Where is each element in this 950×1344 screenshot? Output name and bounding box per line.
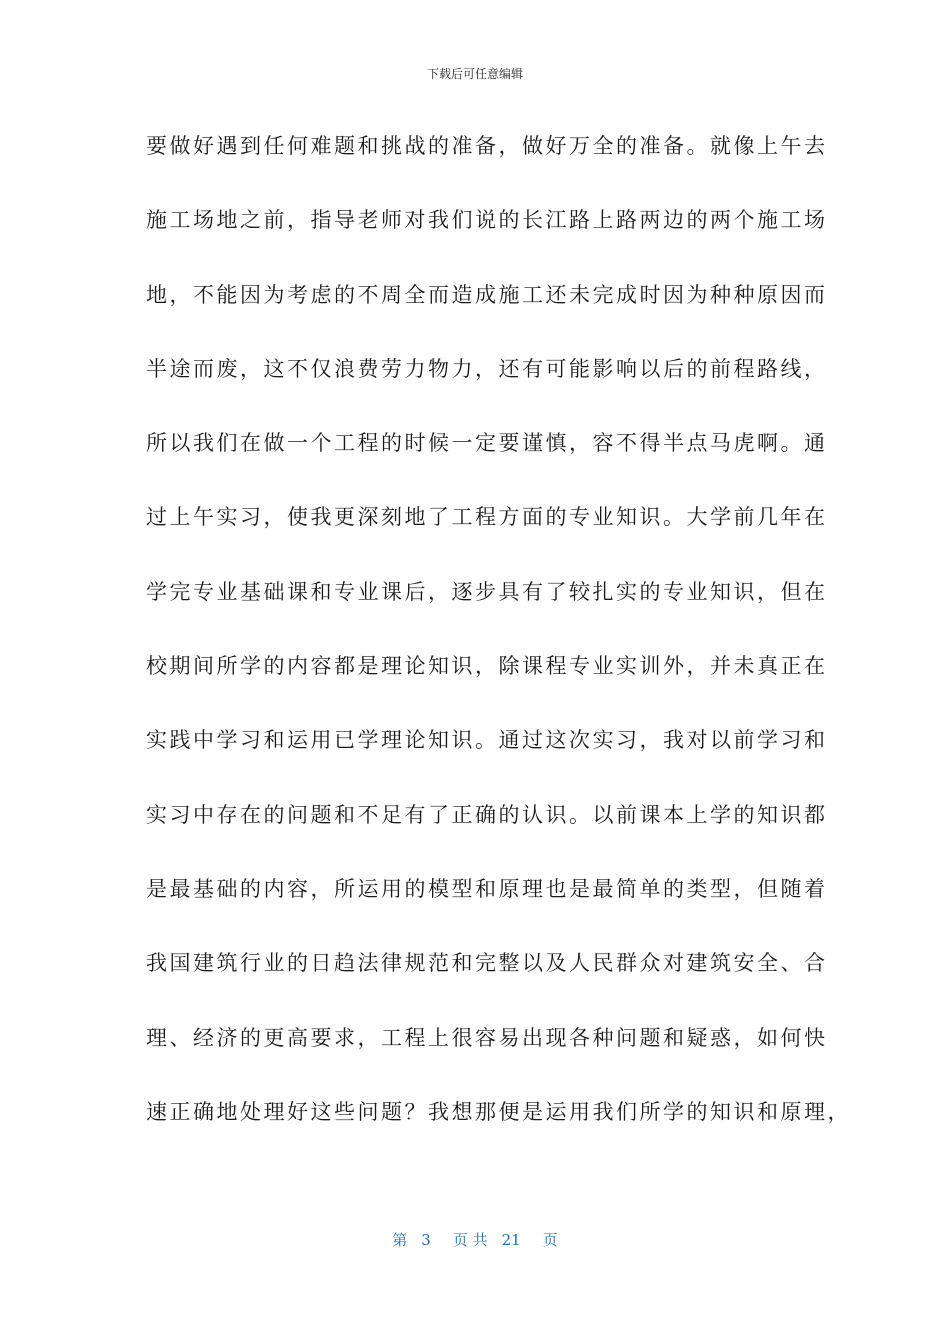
body-line: 施工场地之前，指导老师对我们说的长江路上路两边的两个施工场 [146, 208, 828, 233]
footer-ye-gong: 页 共 [452, 1231, 488, 1249]
footer-ye: 页 [542, 1231, 558, 1249]
body-line: 所以我们在做一个工程的时候一定要谨慎，容不得半点马虎啊。通 [146, 431, 828, 456]
body-line: 学完专业基础课和专业课后，逐步具有了较扎实的专业知识，但在 [146, 579, 828, 604]
body-line: 要做好遇到任何难题和挑战的准备，做好万全的准备。就像上午去 [146, 134, 828, 158]
body-line: 理、经济的更高要求，工程上很容易出现各种问题和疑惑，如何快 [146, 1025, 828, 1050]
current-page-number: 3 [421, 1231, 431, 1249]
body-line: 半途而废，这不仅浪费劳力物力，还有可能影响以后的前程路线， [146, 356, 828, 381]
body-line: 速正确地处理好这些问题？我想那便是运用我们所学的知识和原理， [146, 1099, 851, 1124]
footer-di: 第 [392, 1231, 408, 1249]
body-line: 实践中学习和运用已学理论知识。通过这次实习，我对以前学习和 [146, 728, 828, 753]
body-line: 过上午实习，使我更深刻地了工程方面的专业知识。大学前几年在 [146, 505, 828, 530]
body-line: 实习中存在的问题和不足有了正确的认识。以前课本上学的知识都 [146, 802, 828, 827]
total-pages-number: 21 [501, 1231, 521, 1249]
body-line: 校期间所学的内容都是理论知识，除课程专业实训外，并未真正在 [146, 654, 828, 679]
page-footer [0, 1230, 950, 1250]
page-header: 下载后可任意编辑 [426, 67, 523, 81]
document-body [146, 128, 851, 1168]
body-line: 地，不能因为考虑的不周全而造成施工还未完成时因为种种原因而 [146, 282, 828, 307]
body-line: 是最基础的内容，所运用的模型和原理也是最简单的类型，但随着 [146, 876, 828, 901]
body-line: 我国建筑行业的日趋法律规范和完整以及人民群众对建筑安全、合 [146, 951, 828, 976]
